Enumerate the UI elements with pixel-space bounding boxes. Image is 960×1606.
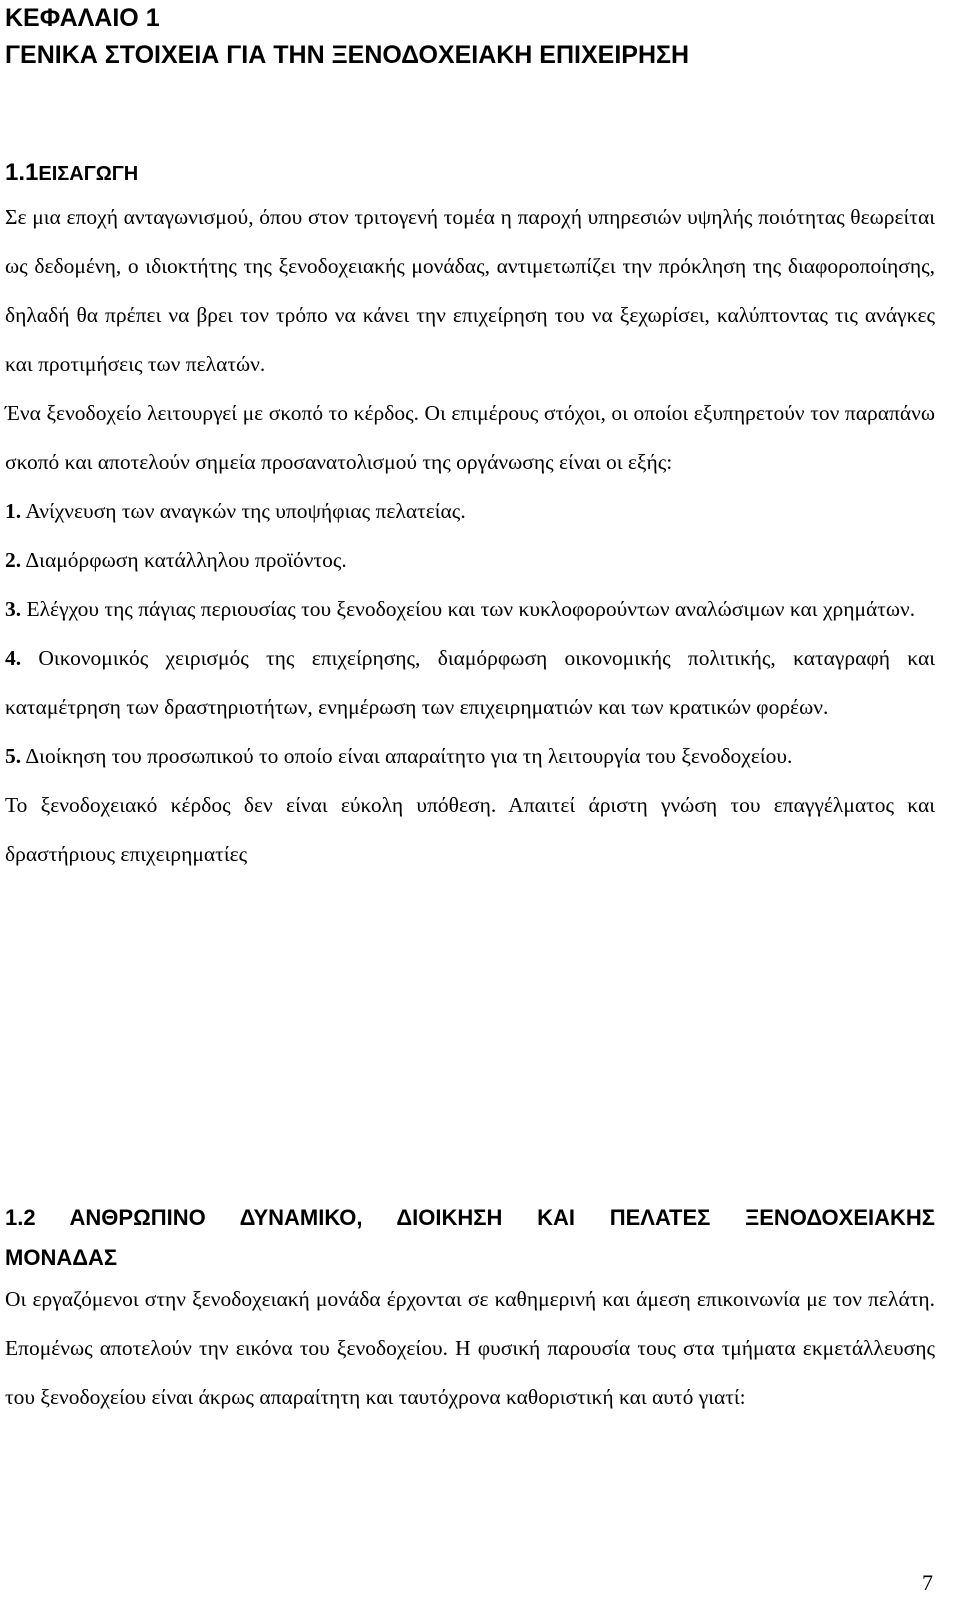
section-1-2-heading-line1: 1.2 ΑΝΘΡΩΠΙΝΟ ΔΥΝΑΜΙΚΟ, ΔΙΟΙΚΗΣΗ ΚΑΙ ΠΕΛΑΤΕΣ ΞΕΝΟΔΟΧΕΙΑΚΗΣ: [5, 1205, 935, 1230]
chapter-label: ΚΕΦΑΛΑΙΟ 1: [5, 4, 160, 32]
list-item-number: 4.: [5, 646, 22, 670]
list-item-number: 1.: [5, 499, 22, 523]
section-1-1-heading: [5, 158, 138, 189]
page-number: 7: [922, 1570, 933, 1595]
list-item-text: Ανίχνευση των αναγκών της υποψήφιας πελατείας.: [25, 499, 466, 523]
chapter-heading: [5, 0, 955, 74]
chapter-title: ΓΕΝΙΚΑ ΣΤΟΙΧΕΙΑ ΓΙΑ ΤΗΝ ΞΕΝΟΔΟΧΕΙΑΚΗ ΕΠΙΧΕΙΡΗΣΗ: [5, 41, 690, 69]
list-item-text: Ελέγχου της πάγιας περιουσίας του ξενοδοχείου και των κυκλοφορούντων αναλώσιμων και χρημάτων.: [26, 597, 916, 621]
section-1-2: [5, 1195, 935, 1422]
document-page: [5, 0, 955, 1595]
section-1-1-number: 1.1: [5, 159, 39, 186]
list-item-number: 3.: [5, 597, 22, 621]
list-item-1: [5, 487, 935, 536]
list-item-3: [5, 585, 935, 634]
list-item-number: 5.: [5, 744, 22, 768]
section-1-2-heading-line2: ΜΟΝΑΔΑΣ: [5, 1245, 118, 1270]
list-item-text: Οικονομικός χειρισμός της επιχείρησης, διαμόρφωση οικονομικής πολιτικής, καταγραφή και καταμέτρηση των δραστηριοτήτων, ενημέρωση των επιχειρηματιών και των κρατικών φορέων.: [5, 646, 936, 719]
paragraph-profit: Το ξενοδοχειακό κέρδος δεν είναι εύκολη υπόθεση. Απαιτεί άριστη γνώση του επαγγέλματος και δραστήριους επιχειρηματίες: [5, 793, 935, 866]
list-item-2: [5, 536, 935, 585]
list-item-4: [5, 634, 935, 732]
paragraph-employees: Οι εργαζόμενοι στην ξενοδοχειακή μονάδα έρχονται σε καθημερινή και άμεση επικοινωνία με τον πελάτη. Επομένως αποτελούν την εικόνα του ξενοδοχείου. Η φυσική παρουσία τους στα τμήματα εκμετάλλευσης του ξενοδοχείου είναι άκρως απαραίτητη και ταυτόχρονα καθοριστική και αυτό γιατί:: [5, 1287, 935, 1409]
section-1-1-body: [5, 193, 935, 879]
paragraph-intro: Σε μια εποχή ανταγωνισμού, όπου στον τριτογενή τομέα η παροχή υπηρεσιών υψηλής ποιότητας θεωρείται ως δεδομένη, ο ιδιοκτήτης της ξενοδοχειακής μονάδας, αντιμετωπίζει την πρόκληση της διαφοροποίησης, δηλαδή θα πρέπει να βρει τον τρόπο να κάνει την επιχείρηση του να ξεχωρίσει, καλύπτοντας τις ανάγκες και προτιμήσεις των πελατών.: [5, 205, 935, 376]
paragraph-goals: Ένα ξενοδοχείο λειτουργεί με σκοπό το κέρδος. Οι επιμέρους στόχοι, οι οποίοι εξυπηρετούν τον παραπάνω σκοπό και αποτελούν σημεία προσανατολισμού της οργάνωσης είναι οι εξής:: [5, 401, 935, 474]
list-item-text: Διαμόρφωση κατάλληλου προϊόντος.: [25, 548, 347, 572]
list-item-number: 2.: [5, 548, 22, 572]
list-item-text: Διοίκηση του προσωπικού το οποίο είναι απαραίτητο για τη λειτουργία του ξενοδοχείου.: [25, 744, 793, 768]
list-item-5: [5, 732, 935, 781]
section-1-1-title: ΕΙΣΑΓΩΓΗ: [38, 163, 139, 185]
